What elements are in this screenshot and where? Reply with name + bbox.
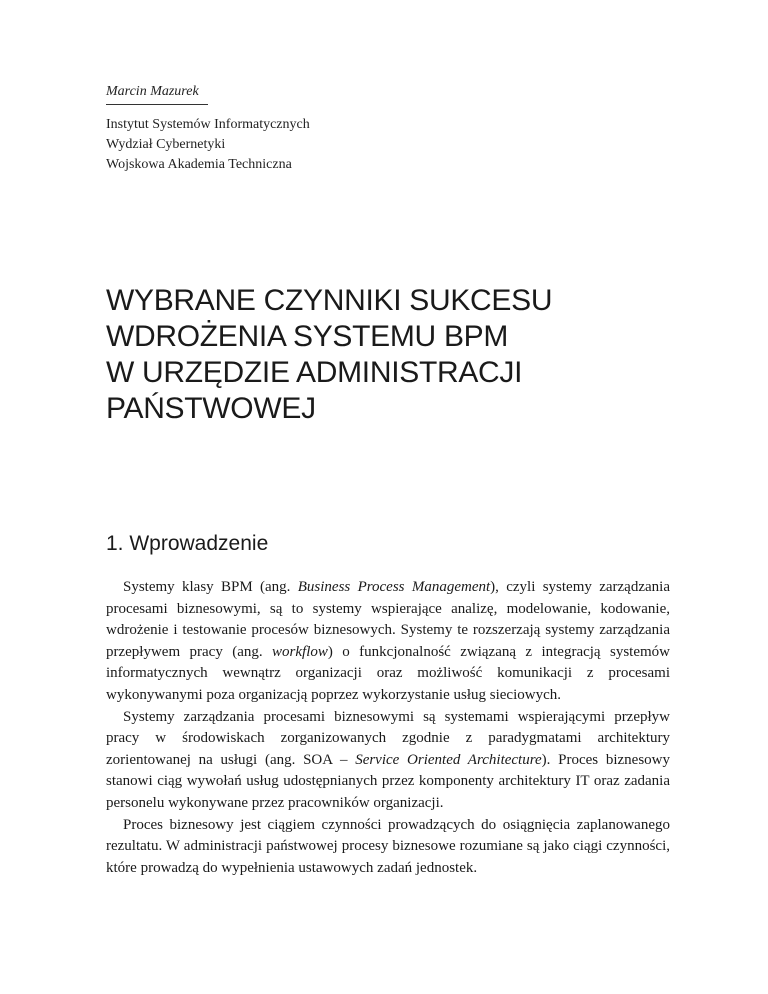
p1-text-a: Systemy klasy BPM (ang. (123, 579, 298, 595)
affiliation-block (106, 115, 310, 175)
p2-text-c: ). Proces biznesowy stanowi ciąg wywołań usług udostępnianych przez komponenty architektury IT oraz zadania personelu wykonywane przez pracowników organizacji. (106, 751, 670, 811)
paragraph-1 (106, 577, 670, 707)
title-line-4: PAŃSTWOWEJ (106, 392, 316, 425)
paper-title (106, 283, 666, 427)
title-line-1: WYBRANE CZYNNIKI SUKCESU (106, 284, 553, 317)
section-heading: 1. Wprowadzenie (106, 532, 269, 555)
author-rule (106, 104, 208, 105)
affiliation-faculty: Wydział Cybernetyki (106, 137, 226, 152)
paragraph-3: Proces biznesowy jest ciągiem czynności prowadzących do osiągnięcia zaplanowanego rezultatu. W administracji państwowej procesy biznesowe rozumiane są jako ciągi czynności, które prowadzą do wypełnienia ustawowych zadań jednostek. (106, 816, 670, 876)
p1-term-bpm: Business Process Management (297, 579, 491, 595)
title-line-2: WDROŻENIA SYSTEMU BPM (106, 320, 509, 353)
p2-term-soa: Service Oriented Architecture (355, 751, 542, 768)
affiliation-institute: Instytut Systemów Informatycznych (106, 117, 310, 132)
author-name: Marcin Mazurek (106, 84, 199, 99)
p1-term-workflow: workflow (272, 643, 328, 660)
p1-text-e: ) o funkcjonalność związaną z integracją systemów informatycznych wewnątrz organizacji oraz możliwość komunikacji z procesami wykonywanymi poza organizacją poprzez wykorzystanie usług sieciowych. (106, 643, 670, 703)
p1-text-c: ), czyli systemy zarządzania procesami biznesowymi, są to systemy wspierające analizę, modelowanie, kodowanie, wdrożenie i testowanie procesów biznesowych. Systemy te rozszerzają systemy zarządzania przepływem pracy (ang. (106, 579, 670, 660)
section-body (106, 577, 670, 879)
p2-text-a: Systemy zarządzania procesami biznesowymi są systemami wspierającymi przepływ pracy w środowiskach zorganizowanych zgodnie z paradygmatami architektury zorientowanej na usługi (ang. SOA – (106, 708, 670, 768)
paragraph-2 (106, 707, 670, 815)
affiliation-university: Wojskowa Akademia Techniczna (106, 157, 292, 172)
title-line-3: W URZĘDZIE ADMINISTRACJI (106, 356, 523, 389)
